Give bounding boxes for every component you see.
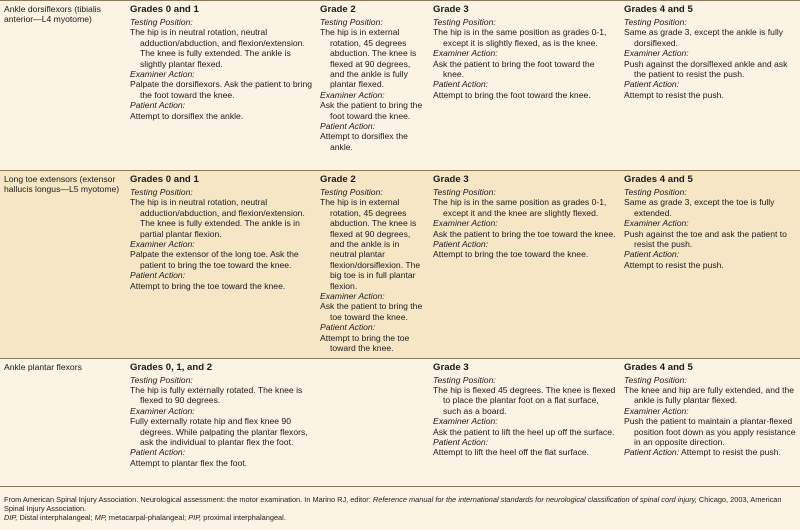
patient-text: Attempt to dorsiflex the ankle. bbox=[320, 131, 408, 152]
abbr-pip: PIP, bbox=[188, 513, 202, 523]
examiner-label: Examiner Action: bbox=[320, 291, 385, 302]
patient-text: Attempt to bring the toe toward the knee. bbox=[130, 280, 286, 291]
testing-label: Testing Position: bbox=[130, 17, 193, 27]
grade-heading: Grade 2 bbox=[320, 4, 356, 15]
examiner-text: Palpate the extensor of the long toe. Ask the patient to bring the toe toward the knee. bbox=[130, 249, 299, 270]
citation-suffix: Chicago, 2003, American Spinal Injury Association. bbox=[4, 494, 782, 513]
grade-heading: Grades 4 and 5 bbox=[624, 361, 693, 373]
examiner-text: Push against the dorsiflexed ankle and ask the patient to resist the push. bbox=[624, 58, 788, 80]
patient-text: Attempt to dorsiflex the ankle. bbox=[130, 110, 244, 121]
table-row bbox=[0, 358, 800, 486]
testing-label: Testing Position: bbox=[320, 17, 383, 27]
source-citation bbox=[4, 495, 796, 514]
examiner-text: Ask the patient to bring the foot toward the knee. bbox=[433, 58, 595, 80]
testing-text: The hip is fully externally rotated. The knee is flexed to 90 degrees. bbox=[130, 384, 303, 406]
testing-text: The hip is in neutral rotation, neutral adduction/abduction, and flexion/extension. The knee is fully extended. The ankle is in partial plantar flexion. bbox=[130, 197, 305, 239]
grade-heading: Grades 4 and 5 bbox=[624, 4, 693, 15]
examiner-label: Examiner Action: bbox=[320, 89, 385, 100]
grade-cell bbox=[316, 171, 429, 359]
patient-label: Patient Action: bbox=[433, 79, 489, 90]
abbr-pip-text: proximal interphalangeal. bbox=[201, 513, 286, 523]
citation-title: Reference manual for the international standards for neurological classification of spinal cord injury, bbox=[372, 494, 697, 504]
grade-cell bbox=[316, 1, 429, 171]
patient-line bbox=[624, 447, 796, 457]
examiner-label: Examiner Action: bbox=[624, 405, 689, 416]
testing-label: Testing Position: bbox=[433, 374, 496, 385]
testing-text: The hip is in the same position as grades 0-1, except it and the knee are slightly flexed. bbox=[433, 197, 607, 218]
grade-cell bbox=[620, 171, 800, 359]
patient-text: Attempt to resist the push. bbox=[681, 447, 781, 458]
grade-heading: Grades 4 and 5 bbox=[624, 174, 693, 185]
muscle-name: Ankle dorsiflexors (tibialis anterior—L4 myotome) bbox=[0, 1, 126, 171]
testing-text: Same as grade 3, except the toe is fully extended. bbox=[624, 197, 775, 218]
testing-text: The hip is in neutral rotation, neutral adduction/abduction, and flexion/extension. The knee is fully extended. The ankle is slightly plantar flexed. bbox=[130, 27, 305, 69]
grade-cell bbox=[620, 358, 800, 486]
abbr-mp-text: metacarpal-phalangeal; bbox=[106, 513, 189, 523]
examiner-text: Ask the patient to bring the foot toward the knee. bbox=[320, 100, 423, 121]
testing-label: Testing Position: bbox=[130, 187, 193, 197]
abbr-dip: DIP, bbox=[4, 513, 18, 523]
examiner-text: Ask the patient to lift the heel up off the surface. bbox=[433, 426, 615, 437]
testing-label: Testing Position: bbox=[624, 374, 687, 385]
testing-label: Testing Position: bbox=[433, 187, 496, 197]
grade-heading: Grades 0 and 1 bbox=[130, 4, 199, 15]
patient-text: Attempt to bring the foot toward the knee. bbox=[433, 89, 591, 100]
grade-heading: Grades 0, 1, and 2 bbox=[130, 361, 213, 373]
testing-label: Testing Position: bbox=[320, 187, 383, 197]
grade-cell bbox=[429, 358, 620, 486]
examiner-label: Examiner Action: bbox=[130, 239, 195, 250]
testing-label: Testing Position: bbox=[624, 17, 687, 27]
patient-label: Patient Action: bbox=[624, 447, 680, 458]
abbreviations bbox=[4, 513, 796, 522]
table-row bbox=[0, 171, 800, 359]
testing-text: The hip is in the same position as grades 0-1, except it is slightly flexed, as is the knee. bbox=[433, 27, 607, 48]
testing-label: Testing Position: bbox=[130, 374, 193, 385]
patient-text: Attempt to bring the toe toward the knee. bbox=[433, 249, 589, 260]
patient-label: Patient Action: bbox=[433, 436, 489, 447]
patient-text: Attempt to resist the push. bbox=[624, 89, 724, 100]
muscle-name: Long toe extensors (extensor hallucis longus—L5 myotome) bbox=[0, 171, 126, 359]
testing-text: The hip is flexed 45 degrees. The knee is flexed to place the plantar foot on a flat surface, such as a board. bbox=[433, 384, 616, 416]
grade-heading: Grade 3 bbox=[433, 174, 469, 185]
examiner-label: Examiner Action: bbox=[130, 405, 195, 416]
testing-text: Same as grade 3, except the ankle is fully dorsiflexed. bbox=[624, 27, 784, 48]
grade-heading: Grade 3 bbox=[433, 361, 469, 373]
patient-text: Attempt to plantar flex the foot. bbox=[130, 457, 248, 468]
examiner-label: Examiner Action: bbox=[130, 69, 195, 80]
grade-heading: Grade 3 bbox=[433, 4, 469, 15]
testing-text: The hip is in external rotation, 45 degrees abduction. The knee is flexed at 90 degrees, and the ankle is fully plantar flexed. bbox=[320, 27, 417, 90]
abbr-dip-text: Distal interphalangeal; bbox=[17, 513, 95, 523]
patient-label: Patient Action: bbox=[130, 270, 186, 281]
empty-cell bbox=[316, 358, 429, 486]
abbr-mp: MP, bbox=[94, 513, 107, 523]
examiner-text: Ask the patient to bring the toe toward the knee. bbox=[320, 301, 423, 322]
examiner-label: Examiner Action: bbox=[624, 218, 689, 229]
grade-heading: Grades 0 and 1 bbox=[130, 174, 199, 185]
examiner-label: Examiner Action: bbox=[624, 48, 689, 59]
patient-label: Patient Action: bbox=[320, 121, 376, 132]
examiner-label: Examiner Action: bbox=[433, 48, 498, 59]
patient-text: Attempt to lift the heel off the flat surface. bbox=[433, 447, 590, 458]
grade-cell bbox=[429, 171, 620, 359]
grade-cell bbox=[126, 171, 316, 359]
muscle-name: Ankle plantar flexors bbox=[0, 358, 126, 486]
examiner-label: Examiner Action: bbox=[433, 218, 498, 229]
testing-label: Testing Position: bbox=[433, 17, 496, 27]
patient-label: Patient Action: bbox=[433, 239, 489, 250]
examiner-text: Push against the toe and ask the patient to resist the push. bbox=[624, 228, 787, 250]
patient-text: Attempt to resist the push. bbox=[624, 259, 724, 270]
examiner-text: Push the patient to maintain a plantar-flexed position foot down as you apply resistance in an opposite direction. bbox=[624, 416, 796, 447]
grade-cell bbox=[126, 358, 316, 486]
table-row bbox=[0, 1, 800, 171]
patient-label: Patient Action: bbox=[130, 100, 186, 111]
table-footnote bbox=[0, 487, 800, 523]
examiner-text: Palpate the dorsiflexors. Ask the patient to bring the foot toward the knee. bbox=[130, 79, 313, 100]
examiner-text: Ask the patient to bring the toe toward the knee. bbox=[433, 228, 616, 239]
examiner-label: Examiner Action: bbox=[433, 416, 498, 427]
patient-label: Patient Action: bbox=[624, 249, 680, 260]
testing-text: The hip is in external rotation, 45 degrees abduction. The knee is flexed at 90 degrees, and the ankle is in neutral plantar flexion/dorsiflexion. The big toe is in full plantar flexion. bbox=[320, 197, 421, 291]
testing-text: The knee and hip are fully extended, and the ankle is fully plantar flexed. bbox=[624, 384, 795, 406]
grade-cell bbox=[429, 1, 620, 171]
grade-heading: Grade 2 bbox=[320, 174, 356, 185]
testing-label: Testing Position: bbox=[624, 187, 687, 197]
patient-text: Attempt to bring the toe toward the knee. bbox=[320, 332, 410, 354]
examiner-text: Fully externally rotate hip and flex knee 90 degrees. While palpating the plantar flexors, ask the individual to plantar flex the foot. bbox=[130, 416, 308, 447]
grade-cell bbox=[620, 1, 800, 171]
patient-label: Patient Action: bbox=[320, 322, 376, 333]
patient-label: Patient Action: bbox=[130, 447, 186, 458]
grade-cell bbox=[126, 1, 316, 171]
patient-label: Patient Action: bbox=[624, 79, 680, 90]
citation-prefix: From American Spinal Injury Association. Neurological assessment: the motor examination. In Marino RJ, editor: bbox=[4, 494, 373, 504]
